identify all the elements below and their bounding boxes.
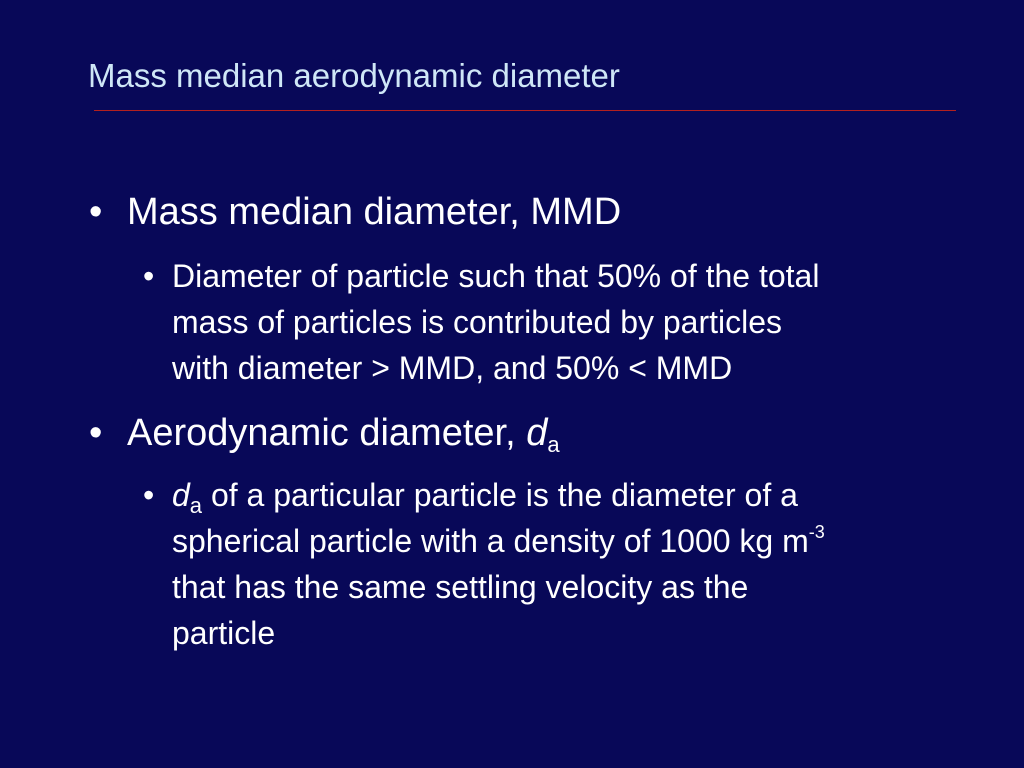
title-divider	[94, 110, 956, 111]
bullet-text	[127, 410, 560, 461]
slide-title: Mass median aerodynamic diameter	[88, 57, 620, 94]
sub-bullet-line: Diameter of particle such that 50% of the total	[172, 258, 820, 294]
sub-bullet-line: mass of particles is contributed by particles	[172, 304, 783, 340]
symbol-subscript: a	[189, 493, 203, 518]
sub-bullet-line	[172, 472, 798, 522]
bullet-text: Mass median diameter, MMD	[127, 191, 622, 233]
unit-exponent: -3	[808, 522, 825, 542]
sub-bullet-line: that has the same settling velocity as the	[172, 569, 749, 605]
sub-bullet-line: with diameter > MMD, and 50% < MMD	[172, 350, 733, 386]
symbol-d: d	[172, 477, 190, 513]
sub-bullet-line: particle	[172, 615, 276, 651]
sub-bullet-line-text: spherical particle with a density of 1000 kg m	[172, 523, 809, 559]
bullet-icon: •	[143, 258, 155, 294]
bullet-icon: •	[143, 477, 155, 513]
bullet-icon: •	[89, 191, 103, 233]
bullet-icon: •	[89, 412, 103, 454]
symbol-subscript: a	[547, 432, 560, 457]
sub-bullet-line	[172, 518, 825, 569]
symbol-d: d	[526, 412, 548, 454]
bullet-text-prefix: Aerodynamic diameter,	[127, 412, 527, 454]
sub-bullet-line-rest: of a particular particle is the diameter of a	[202, 477, 798, 513]
